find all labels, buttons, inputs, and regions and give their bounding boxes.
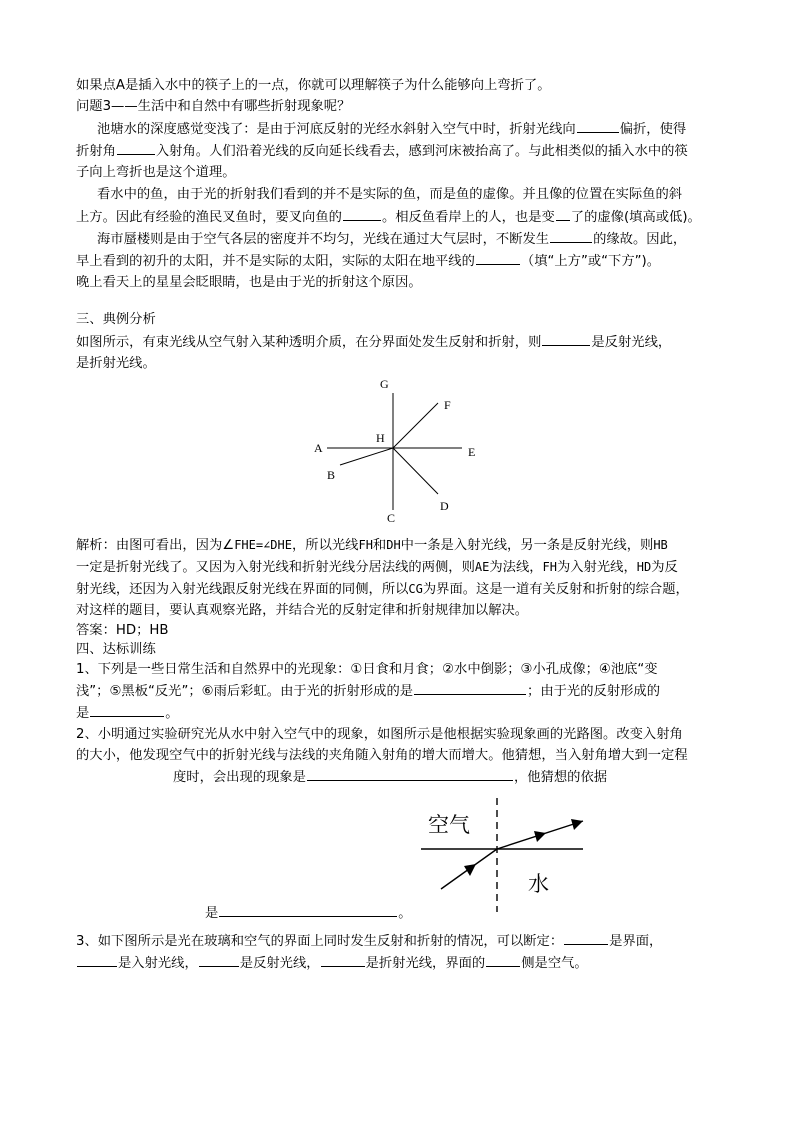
- text: 为入射光线，: [557, 560, 637, 575]
- text: FH: [542, 560, 557, 574]
- label-F: F: [444, 398, 451, 412]
- text: ，所以光线: [291, 538, 359, 553]
- example-question-1: [76, 332, 671, 353]
- refraction-diagram: [410, 790, 600, 915]
- problem-1-line-3: [76, 703, 179, 724]
- text: 中一条是入射光线，另一条是反射光线，则: [400, 538, 654, 553]
- problem-2-line-1: 2、小明通过实验研究光从水中射入空气中的现象，如图所示是他根据实验现象画的光路图。改变入射角: [76, 727, 683, 742]
- label-D: D: [440, 499, 449, 513]
- text: 射光线，还因为入射光线跟反射光线在界面的同侧，所以: [76, 582, 409, 597]
- fish-line-2: [76, 207, 701, 228]
- ray-diagram: [300, 372, 500, 532]
- line-HB: [340, 448, 393, 465]
- text: （填“上方”或“下方”)。: [520, 254, 661, 269]
- text: 是界面，: [609, 934, 663, 949]
- blank-sun-position[interactable]: [476, 251, 520, 265]
- blank-interface[interactable]: [564, 931, 608, 945]
- text: 度时，会出现的现象是: [173, 770, 306, 785]
- problem-2-line-4: [205, 903, 412, 924]
- pond-line-1: [97, 119, 686, 140]
- label-B: B: [327, 468, 336, 482]
- text: 为反: [651, 560, 678, 575]
- pond-line-3: 子向上弯折也是这个道理。: [76, 165, 236, 180]
- analysis-line-1: [76, 535, 668, 556]
- blank-reflected-ray-2[interactable]: [199, 953, 239, 967]
- text: 如图所示，有束光线从空气射入某种透明介质，在分界面处发生反射和折射，则: [76, 335, 542, 350]
- label-E: E: [468, 445, 476, 459]
- text: DH: [386, 538, 401, 552]
- text: ，他猜想的依据: [513, 770, 608, 785]
- intro-line: 如果点A是插入水中的筷子上的一点，你就可以理解筷子为什么能够向上弯折了。: [76, 78, 551, 93]
- text: 。相反鱼看岸上的人，也是变: [381, 210, 555, 225]
- text: 是入射光线，: [118, 956, 198, 971]
- text: 。: [398, 906, 412, 921]
- blank-reflected-ray[interactable]: [542, 332, 590, 346]
- label-A: A: [314, 441, 323, 455]
- text: ；由于光的反射形成的: [527, 684, 661, 699]
- answer: 答案：HD；HB: [76, 623, 169, 638]
- text: 早上看到的初升的太阳，并不是实际的太阳，实际的太阳在地平线的: [76, 254, 475, 269]
- text: 是: [76, 706, 90, 721]
- text: 的缘故。因此，: [593, 232, 687, 247]
- analysis-line-3: [76, 579, 689, 600]
- section-4-title: 四、达标训练: [76, 642, 156, 657]
- text: 解析：由图可看出，因为∠: [76, 538, 235, 553]
- mirage-line-1: [97, 229, 686, 250]
- text: 上方。因此有经验的渔民叉鱼时，要叉向鱼的: [76, 210, 342, 225]
- blank-basis[interactable]: [219, 903, 397, 917]
- label-C: C: [387, 511, 396, 525]
- mirage-line-2: [76, 251, 660, 272]
- line-HD: [393, 448, 438, 494]
- question-3: 问题3——生活中和自然中有哪些折射现象呢？: [76, 99, 351, 114]
- problem-3-line-1: [76, 931, 662, 952]
- text: 入射角。人们沿着光线的反向延长线看去，感到河床被抬高了。与此相类似的插入水中的筷: [155, 144, 688, 159]
- problem-1-line-1: 1、下列是一些日常生活和自然界中的光现象：①日食和月食；②水中倒影；③小孔成像；④池底“变: [76, 662, 658, 677]
- analysis-line-2: [76, 557, 678, 578]
- blank-pond-direction[interactable]: [577, 119, 619, 133]
- text: 池塘水的深度感觉变浅了：是由于河底反射的光经水斜射入空气中时，折射光线向: [97, 122, 576, 137]
- text: 是反射光线，: [239, 956, 320, 971]
- analysis-line-4: 对这样的题目，要认真观察光路，并结合光的反射定律和折射规律加以解决。: [76, 603, 529, 618]
- mirage-line-3: 晚上看天上的星星会眨眼睛，也是由于光的折射这个原因。: [76, 275, 422, 290]
- incident-arrow: [464, 864, 476, 876]
- text: 是: [205, 906, 219, 921]
- label-H: H: [376, 431, 385, 445]
- text: 为界面。这是一道有关反射和折射的综合题，: [422, 582, 689, 597]
- text: 偏折，使得: [619, 122, 687, 137]
- text: 海市蜃楼则是由于空气各层的密度并不均匀，光线在通过大气层时，不断发生: [97, 232, 550, 247]
- blank-fish-position[interactable]: [343, 207, 381, 221]
- example-question-2: 是折射光线。: [76, 356, 156, 371]
- air-label: 空气: [428, 813, 470, 837]
- text: 3、如下图所示是光在玻璃和空气的界面上同时发生反射和折射的情况，可以断定：: [76, 934, 564, 949]
- problem-3-line-2: [76, 953, 588, 974]
- blank-incident-ray[interactable]: [77, 953, 117, 967]
- text: 折射角: [76, 144, 116, 159]
- pond-line-2: [76, 141, 688, 162]
- text: CG: [408, 582, 423, 596]
- fish-line-1: 看水中的鱼，由于光的折射我们看到的并不是实际的鱼，而是鱼的虚像。并且像的位置在实际鱼的斜: [97, 187, 683, 202]
- text: FHE=∠DHE: [234, 538, 292, 552]
- text: AE: [474, 560, 490, 574]
- refracted-arrow-end: [571, 819, 583, 830]
- refracted-arrow-mid: [534, 831, 546, 842]
- blank-refracted-ray[interactable]: [321, 953, 365, 967]
- text: HD: [636, 560, 652, 574]
- blank-air-side[interactable]: [486, 953, 520, 967]
- text: 了的虚像(填高或低)。: [570, 210, 701, 225]
- text: 是反射光线，: [591, 335, 672, 350]
- text: 一定是折射光线了。又因为入射光线和折射光线分居法线的两侧，则: [76, 560, 475, 575]
- text: 是折射光线，界面的: [365, 956, 486, 971]
- blank-reflection-phenomena[interactable]: [90, 703, 164, 717]
- blank-refraction-phenomena[interactable]: [414, 681, 526, 695]
- blank-phenomenon[interactable]: [307, 767, 513, 781]
- text: 浅”；⑤黑板“反光”；⑥雨后彩虹。由于光的折射形成的是: [76, 684, 414, 699]
- water-label: 水: [528, 872, 549, 896]
- problem-1-line-2: [76, 681, 660, 702]
- text: 为法线，: [489, 560, 543, 575]
- text: FH: [358, 538, 373, 552]
- line-FD: [393, 403, 438, 448]
- problem-2-line-2: 的大小，他发现空气中的折射光线与法线的夹角随入射角的增大而增大。他猜想，当入射角增大到一定程: [76, 748, 688, 763]
- blank-fish-height[interactable]: [556, 207, 570, 221]
- text: 。: [165, 706, 179, 721]
- label-G: G: [380, 377, 389, 391]
- section-3-title: 三、典例分析: [76, 312, 156, 327]
- text: HB: [653, 538, 668, 552]
- problem-2-line-3: [173, 767, 607, 788]
- text: 和: [372, 538, 387, 553]
- text: 侧是空气。: [521, 956, 588, 971]
- blank-pond-angle[interactable]: [117, 141, 155, 155]
- blank-mirage[interactable]: [550, 229, 592, 243]
